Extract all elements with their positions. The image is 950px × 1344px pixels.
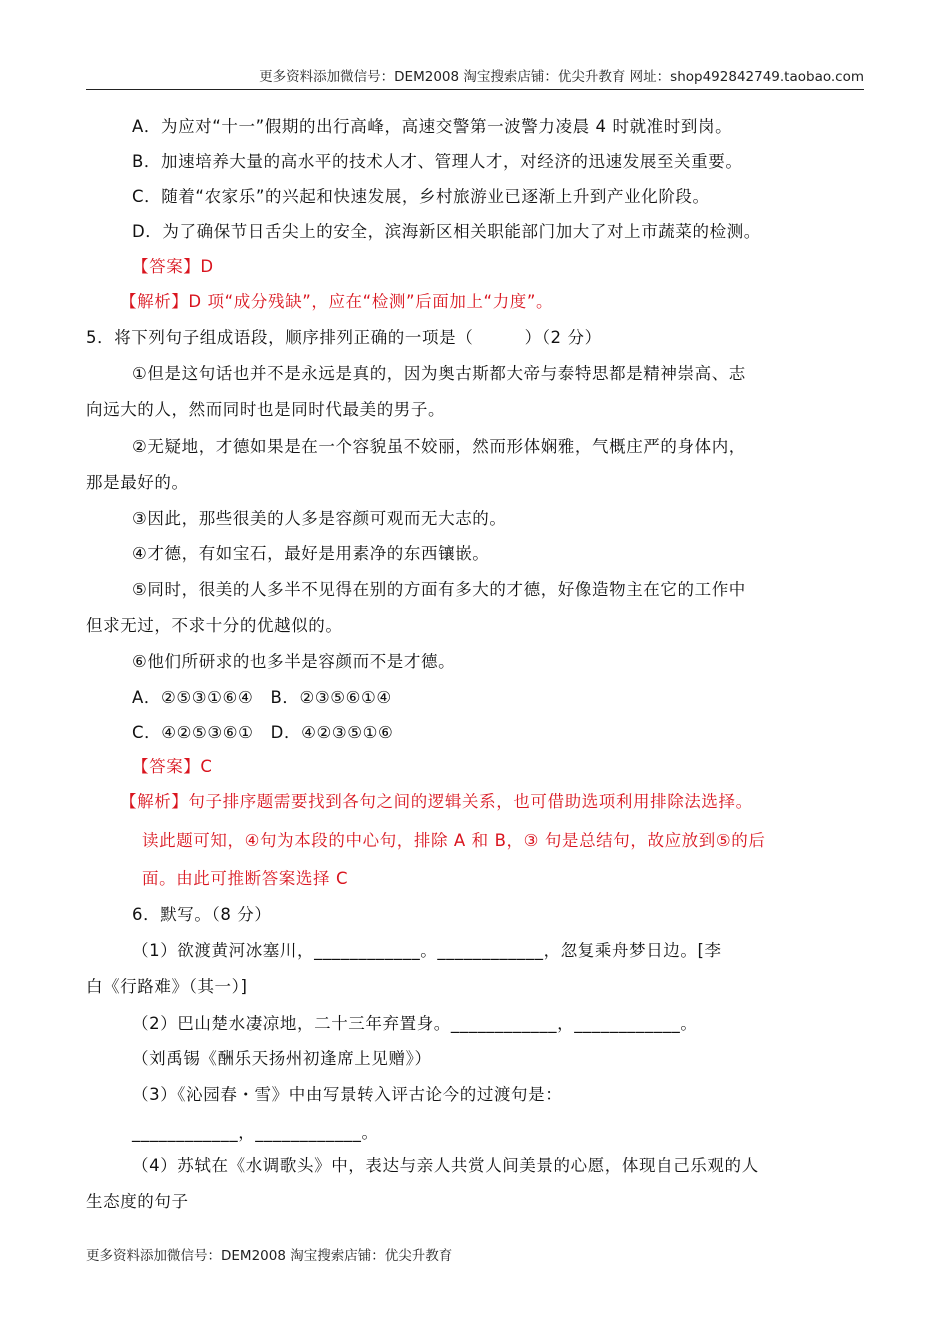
q5-analysis-line-1 [120, 791, 753, 813]
q6-part-3-b: ____________，____________。 [132, 1123, 379, 1142]
q4-option-d: D．为了确保节日舌尖上的安全，滨海新区相关职能部门加大了对上市蔬菜的检测。 [132, 222, 761, 241]
q4-analysis [120, 291, 553, 313]
q5-sentence-5-a: ⑤同时，很美的人多半不见得在别的方面有多大的才德，好像造物主在它的工作中 [132, 580, 746, 599]
q4-answer [132, 256, 214, 278]
q5-answer [132, 756, 213, 778]
q5-analysis-line-3: 面。由此可推断答案选择 C [142, 869, 349, 888]
q6-part-4-b: 生态度的句子 [86, 1192, 189, 1211]
q5-sentence-5-b: 但求无过，不求十分的优越似的。 [86, 616, 343, 635]
q5-sentence-1-b: 向远大的人，然而同时也是同时代最美的男子。 [86, 400, 446, 419]
q6-stem: 6．默写。（8 分） [132, 905, 272, 924]
q5-options-ab: A．②⑤③①⑥④ B．②③⑤⑥①④ [132, 688, 392, 707]
q5-sentence-2-b: 那是最好的。 [86, 473, 189, 492]
q4-analysis-text: D 项“成分残缺”，应在“检测”后面加上“力度”。 [188, 292, 554, 311]
q6-part-2-a: （2）巴山楚水凄凉地，二十三年弃置身。____________，____________。 [132, 1014, 698, 1033]
page-footer: 更多资料添加微信号：DEM2008 淘宝搜索店铺：优尖升教育 [86, 1248, 453, 1264]
q6-part-3-a: （3）《沁园春・雪》中由写景转入评古论今的过渡句是： [132, 1085, 563, 1104]
q5-sentence-1-a: ①但是这句话也并不是永远是真的，因为奥古斯都大帝与泰特思都是精神崇高、志 [132, 364, 746, 383]
q4-option-a: A．为应对“十一”假期的出行高峰，高速交警第一波警力凌晨 4 时就准时到岗。 [132, 117, 733, 136]
q5-analysis-text-1: 句子排序题需要找到各句之间的逻辑关系，也可借助选项利用排除法选择。 [188, 792, 753, 811]
q6-part-4-a: （4）苏轼在《水调歌头》中，表达与亲人共赏人间美景的心愿，体现自己乐观的人 [132, 1156, 759, 1175]
q5-sentence-4: ④才德，有如宝石，最好是用素净的东西镶嵌。 [132, 544, 490, 563]
q6-part-2-b: （刘禹锡《酬乐天扬州初逢席上见赠》） [132, 1049, 432, 1068]
q4-option-c: C．随着“农家乐”的兴起和快速发展，乡村旅游业已逐渐上升到产业化阶段。 [132, 187, 710, 206]
q6-part-1-a: （1）欲渡黄河冰塞川，____________。____________，忽复乘舟梦日边。[李 [132, 941, 722, 960]
q5-answer-label: 【答案】 [132, 757, 201, 776]
q4-analysis-label: 【解析】 [120, 292, 189, 311]
header-divider [86, 89, 864, 90]
q5-sentence-2-a: ②无疑地，才德如果是在一个容貌虽不姣丽，然而形体娴雅，气概庄严的身体内， [132, 437, 746, 456]
q5-sentence-3: ③因此，那些很美的人多是容颜可观而无大志的。 [132, 509, 507, 528]
q4-option-b: B．加速培养大量的高水平的技术人才、管理人才，对经济的迅速发展至关重要。 [132, 152, 743, 171]
q5-options-cd: C．④②⑤③⑥① D．④②③⑤①⑥ [132, 723, 394, 742]
q4-answer-value: D [200, 257, 214, 276]
q5-stem: 5．将下列句子组成语段，顺序排列正确的一项是（ ）（2 分） [86, 328, 602, 347]
q5-answer-value: C [200, 757, 213, 776]
page-header: 更多资料添加微信号：DEM2008 淘宝搜索店铺：优尖升教育 网址：shop492842749.taobao.com [259, 69, 864, 85]
q4-answer-label: 【答案】 [132, 257, 201, 276]
q5-analysis-label: 【解析】 [120, 792, 189, 811]
q6-part-1-b: 白《行路难》（其一）] [86, 977, 248, 996]
q5-analysis-line-2: 读此题可知，④句为本段的中心句，排除 A 和 B，③ 句是总结句，故应放到⑤的后 [142, 831, 766, 850]
q5-sentence-6: ⑥他们所研求的也多半是容颜而不是才德。 [132, 652, 456, 671]
